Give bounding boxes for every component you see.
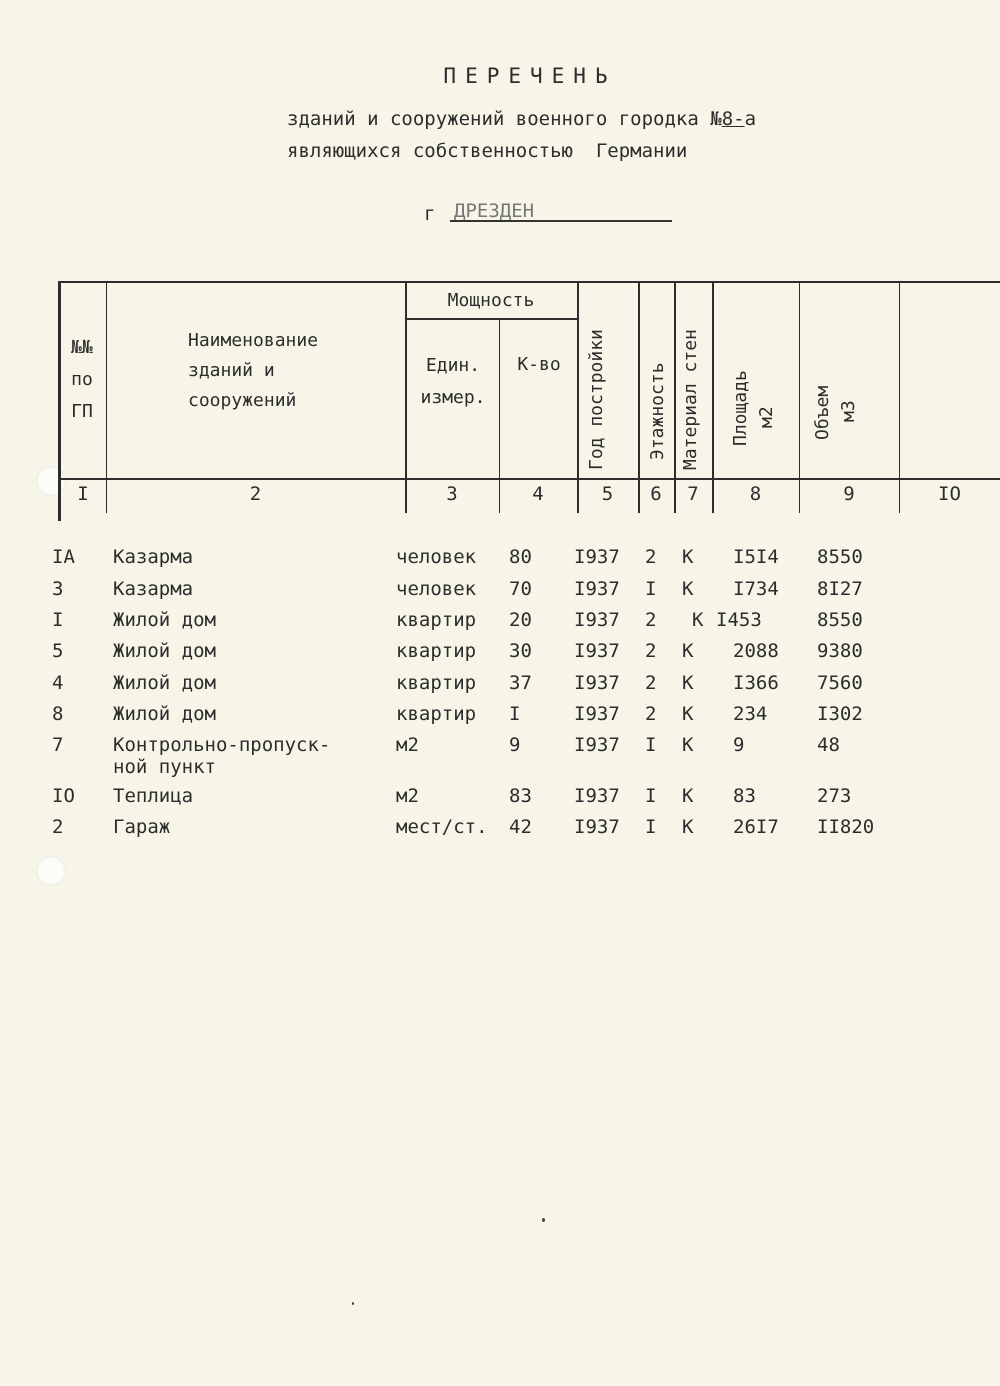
row-quantity: 30 (509, 640, 532, 662)
town-number: 8- (721, 108, 745, 130)
column-number-5: 5 (601, 483, 614, 505)
row-volume: 8550 (817, 609, 863, 631)
column-number-2: 2 (249, 483, 262, 505)
row-year: I937 (574, 640, 620, 662)
row-year: I937 (574, 734, 620, 756)
table-row (0, 734, 1000, 784)
row-quantity: 9 (509, 734, 521, 756)
row-number: IO (52, 785, 75, 807)
row-material: К (682, 640, 694, 662)
row-volume: 7560 (817, 672, 863, 694)
row-volume: I302 (817, 703, 863, 725)
paper-speck (352, 1302, 354, 1305)
row-unit: м2 (396, 785, 419, 807)
row-year: I937 (574, 578, 620, 600)
row-area: 83 (733, 785, 756, 807)
row-floors: I (645, 578, 657, 600)
row-year: I937 (574, 672, 620, 694)
row-volume: 48 (817, 734, 840, 756)
row-name: Жилой дом (113, 640, 216, 662)
row-number: IA (52, 546, 75, 568)
row-area: 9 (733, 734, 745, 756)
header-quantity: К-во (517, 354, 561, 375)
row-volume: II820 (817, 816, 875, 838)
row-floors: I (645, 816, 657, 838)
header-volume-line2: м3 (838, 400, 859, 422)
row-number: 3 (52, 578, 64, 600)
table-row (0, 546, 1000, 574)
row-area: 234 (733, 703, 768, 725)
row-floors: 2 (645, 609, 657, 631)
row-material: К (682, 816, 694, 838)
row-year: I937 (574, 546, 620, 568)
row-area: I734 (733, 578, 779, 600)
row-floors: I (645, 785, 657, 807)
row-area: I453 (716, 609, 762, 631)
header-unit-line2: измер. (420, 387, 486, 408)
header-name-line2: зданий и (188, 360, 275, 381)
column-number-4: 4 (532, 483, 544, 505)
row-material: К (682, 672, 694, 694)
header-top-border (58, 281, 1000, 283)
row-unit: квартир (396, 672, 477, 694)
row-unit: мест/ст. (396, 816, 488, 838)
header-name (188, 326, 318, 416)
row-unit: квартир (396, 609, 477, 631)
row-quantity: 37 (509, 672, 532, 694)
row-volume: 8550 (817, 546, 863, 568)
table-row (0, 640, 1000, 668)
subtitle-prefix: зданий и сооружений военного городка № (287, 108, 722, 130)
row-number: 7 (52, 734, 64, 756)
row-unit: квартир (396, 640, 477, 662)
header-area (728, 370, 780, 446)
column-number-8: 8 (749, 483, 762, 505)
header-number-line2: по (71, 369, 93, 390)
table-row (0, 609, 1000, 637)
header-number-line3: ГП (71, 401, 93, 422)
row-area: I5I4 (733, 546, 779, 568)
document-title: ПЕРЕЧЕНЬ (443, 64, 617, 88)
row-material: К (682, 785, 694, 807)
city-name: ДРЕЗДЕН (454, 200, 535, 222)
column-number-3: 3 (446, 483, 458, 505)
row-area: I366 (733, 672, 779, 694)
city-prefix: г (424, 203, 436, 225)
row-name: Жилой дом (113, 672, 216, 694)
row-material: К (682, 734, 694, 756)
row-floors: 2 (645, 546, 657, 568)
row-material: К (682, 578, 694, 600)
subtitle-suffix: а (744, 108, 757, 130)
row-name: Казарма (113, 546, 194, 568)
row-name: Жилой дом (113, 609, 216, 631)
col-divider-5 (638, 283, 640, 513)
document-subtitle-line1 (287, 108, 756, 130)
row-unit: квартир (396, 703, 477, 725)
row-year: I937 (574, 609, 620, 631)
row-year: I937 (574, 703, 620, 725)
row-volume: 273 (817, 785, 852, 807)
header-number (60, 332, 104, 428)
table-row (0, 816, 1000, 844)
row-unit: человек (396, 546, 477, 568)
table-row (0, 672, 1000, 700)
document-subtitle-line2: являющихся собственностью Германии (287, 140, 688, 162)
col-divider-7 (712, 283, 714, 513)
paper-speck (542, 1218, 545, 1222)
row-quantity: 20 (509, 609, 532, 631)
header-volume (810, 386, 862, 440)
row-floors: 2 (645, 703, 657, 725)
row-name: Теплица (113, 785, 194, 807)
header-year: Год постройки (586, 329, 607, 470)
row-quantity: 70 (509, 578, 532, 600)
row-unit: человек (396, 578, 477, 600)
row-number: 2 (52, 816, 64, 838)
city-field (450, 200, 672, 222)
header-number-line1: №№ (71, 337, 93, 358)
punch-hole-bottom (36, 856, 66, 886)
row-area: 2088 (733, 640, 779, 662)
col-divider-8 (799, 283, 800, 513)
row-floors: I (645, 734, 657, 756)
row-area: 26I7 (733, 816, 779, 838)
row-material: К (692, 609, 704, 631)
header-wall-material: Материал стен (680, 329, 701, 470)
row-number: 5 (52, 640, 64, 662)
header-area-line1: Площадь (730, 370, 751, 446)
row-number: 8 (52, 703, 64, 725)
col-divider-6 (674, 283, 676, 513)
row-year: I937 (574, 816, 620, 838)
row-name: Казарма (113, 578, 194, 600)
header-area-line2: м2 (756, 406, 777, 428)
row-year: I937 (574, 785, 620, 807)
row-floors: 2 (645, 640, 657, 662)
row-quantity: 80 (509, 546, 532, 568)
header-unit (407, 350, 499, 414)
col-divider-9 (899, 283, 900, 513)
col-divider-4 (577, 283, 579, 513)
table-row (0, 578, 1000, 606)
column-number-9: 9 (843, 483, 855, 505)
row-volume: 9380 (817, 640, 863, 662)
column-number-6: 6 (650, 483, 662, 505)
header-unit-line1: Един. (425, 355, 481, 376)
header-capacity: Мощность (447, 290, 535, 311)
column-number-7: 7 (687, 483, 699, 505)
row-quantity: I (509, 703, 521, 725)
row-name: Жилой дом (113, 703, 216, 725)
row-quantity: 83 (509, 785, 532, 807)
row-number: I (52, 609, 64, 631)
row-quantity: 42 (509, 816, 532, 838)
row-material: К (682, 546, 694, 568)
capacity-divider (405, 318, 577, 320)
col-divider-1 (106, 283, 107, 513)
row-material: К (682, 703, 694, 725)
row-floors: 2 (645, 672, 657, 694)
table-row (0, 703, 1000, 731)
table-row (0, 785, 1000, 813)
header-name-line3: сооружений (188, 390, 297, 411)
row-volume: 8I27 (817, 578, 863, 600)
header-bottom-border (58, 478, 1000, 480)
row-name: Контрольно-пропуск- ной пункт (113, 734, 331, 778)
column-number-10: IO (938, 483, 961, 505)
row-number: 4 (52, 672, 64, 694)
row-name: Гараж (113, 816, 171, 838)
header-name-line1: Наименование (188, 330, 319, 351)
header-volume-line1: Объем (812, 385, 833, 440)
header-floors: Этажность (647, 362, 668, 460)
column-number-1: I (77, 483, 89, 505)
row-unit: м2 (396, 734, 419, 756)
